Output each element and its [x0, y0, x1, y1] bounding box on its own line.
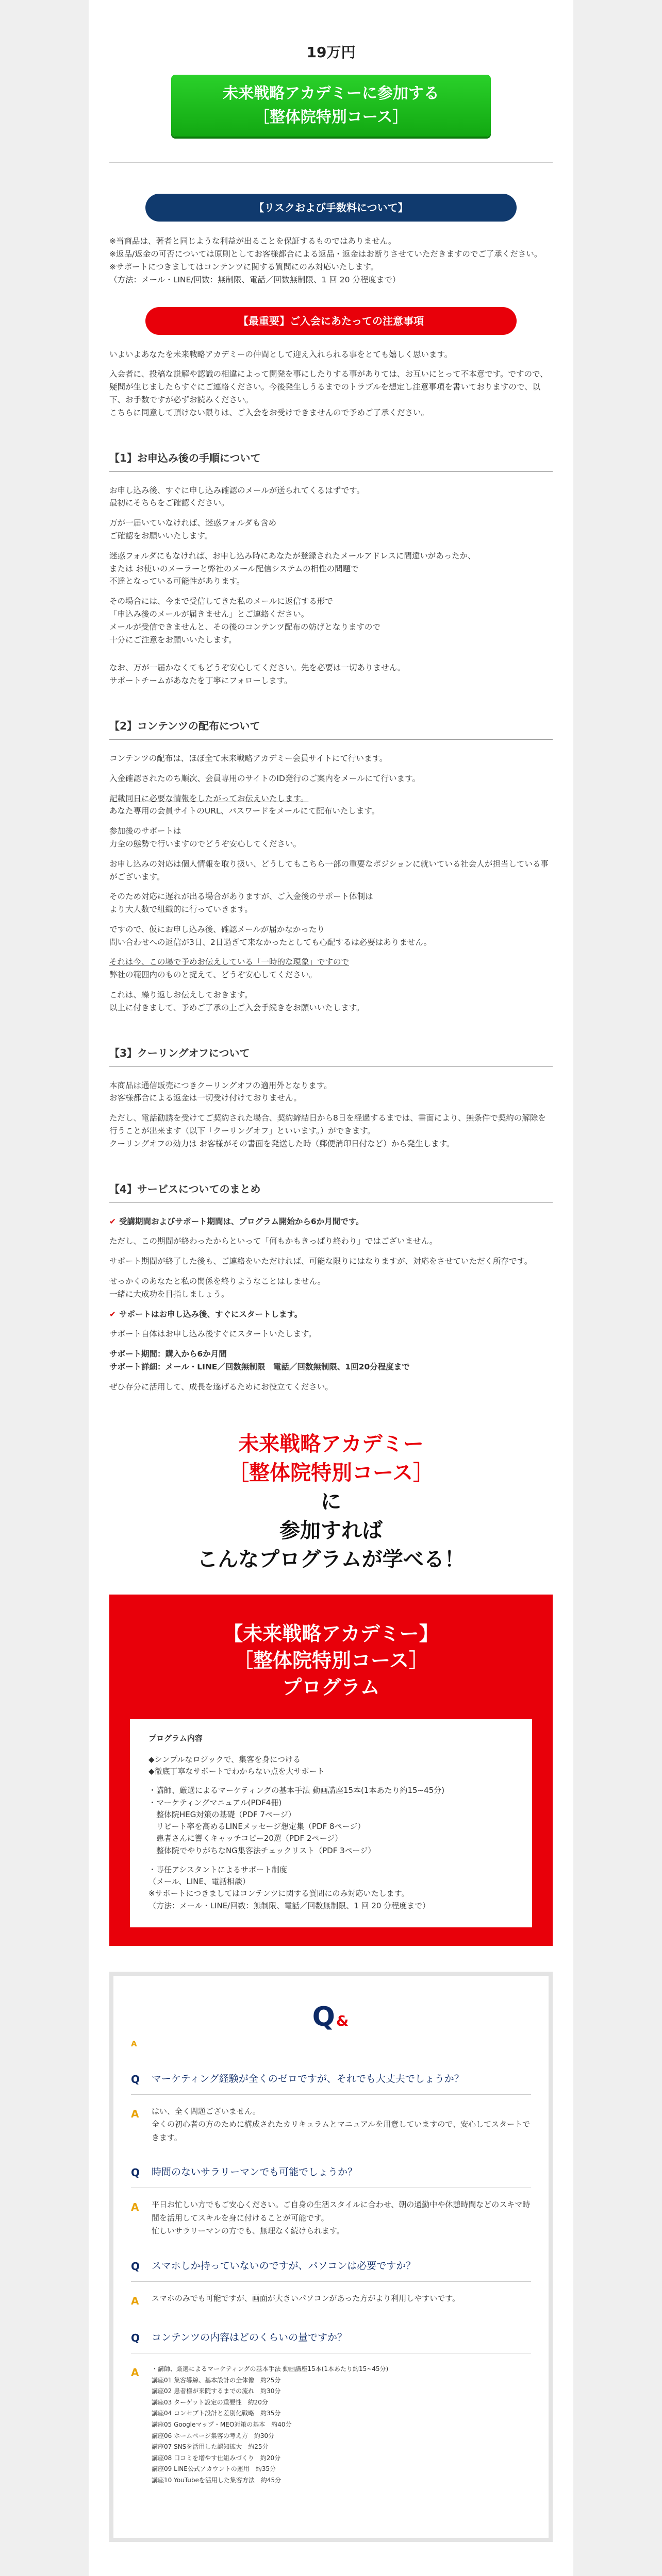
cta-line-2: ［整体院特別コース］ — [254, 108, 408, 127]
lecture-item: 講座07 SNSを活用した認知拡大 約25分 — [152, 2443, 269, 2451]
s4-para — [109, 1381, 553, 1394]
s1-para — [109, 484, 553, 510]
program-line — [148, 1857, 514, 1864]
answer-line: スマホのみでも可能ですが、画面が大きいパソコンがあった方がより利用しやすいです。 — [152, 2293, 460, 2303]
promo-line: 未来戦略アカデミー — [238, 1432, 424, 1456]
answer-line: はい、全く問題ございません。 — [152, 2106, 260, 2116]
lecture-item: 講座01 集客導線、基本設計の全体像 約25分 — [152, 2376, 281, 2384]
program-line: 整体院でやりがちなNG集客法チェックリスト（PDF 3ページ） — [148, 1845, 376, 1855]
program-line: 整体院HEG対策の基礎（PDF 7ページ） — [148, 1809, 296, 1819]
answer-line: 全くの初心者の方のために構成されたカリキュラムとマニュアルを用意していますので、安心してスタートできます。 — [152, 2120, 530, 2142]
s4-para — [109, 1235, 553, 1248]
check-text: サポートはお申し込み後、すぐにスタートします。 — [119, 1309, 303, 1319]
answer-mark: A — [131, 2294, 139, 2307]
s2-line: 記載同日に必要な情報をしたがってお伝えいたします。 — [109, 793, 309, 803]
program-label: プログラム内容 — [148, 1733, 203, 1743]
faq-title — [131, 1996, 531, 2051]
promo-line: に — [321, 1489, 341, 1514]
program-line: ◆徹底丁寧なサポートでわからない点を大サポート — [148, 1767, 325, 1776]
promo-line: ［整体院特別コース］ — [228, 1461, 434, 1485]
notice-line: 入会者に、投稿な説解や認識の相違によって開発を事にしたりする事がありては、お互いにとって不本意です。ですので、疑問が生じましたらすぐにご連絡ください。今後発生しうるまでのトラブルを想定し注意事項を書いておりますので、以下、お手数ですが必ずお読みください。 — [109, 369, 548, 404]
program-line: ◆シンプルなロジックで、集客を身につける — [148, 1754, 301, 1764]
risk-line: ※当商品は、著者と同じような利益が出ることを保証するものではありません。 — [109, 236, 396, 246]
s3-line: クーリングオフの効力は お客様がその書面を発送した時（郵便消印日付など）から発生します。 — [109, 1139, 455, 1148]
s1-line: 「申込み後のメールが届きません」とご連絡ください。 — [109, 609, 309, 619]
lecture-item: 講座04 コンセプト設計と差別化戦略 約35分 — [152, 2410, 281, 2417]
section-heading-cooling-off: 【3】クーリングオフについて — [109, 1045, 553, 1067]
s2-line: あなた専用の会員サイトのURL、パスワードをメールにて配布いたします。 — [109, 806, 380, 816]
s1-line: 万が一届いていなければ、迷惑フォルダも含め — [109, 518, 277, 528]
s3-para — [109, 1112, 553, 1150]
lecture-item: 講座08 口コミを増やす仕組みづくり 約20分 — [152, 2454, 281, 2462]
answer-line: 忙しいサラリーマンの方でも、無理なく続けられます。 — [152, 2226, 344, 2236]
notice-heading: 【最重要】ご入会にあたっての注意事項 — [145, 307, 517, 335]
program-line — [148, 1777, 514, 1785]
s2-line: お申し込みの対応は個人情報を取り扱い、どうしてもこちら一部の重要なポジションに就いている社会人が担当している事がございます。 — [109, 859, 549, 882]
faq-answer — [131, 2198, 531, 2238]
s2-line: 力全の態勢で行いますのでどうぞ安心してください。 — [109, 839, 302, 849]
lecture-item: 講座06 ホームページ集客の考え方 約30分 — [152, 2432, 275, 2439]
s4-line: 一緒に大成功を目指しましょう。 — [109, 1289, 229, 1299]
notice-text-1 — [109, 348, 553, 361]
s3-line: 本商品は通信販売につきクーリングオフの適用外となります。 — [109, 1080, 332, 1090]
s2-para — [109, 923, 553, 949]
s4-line: せっかくのあなたと私の関係を終りようなことはしません。 — [109, 1277, 326, 1286]
answer-mark: A — [131, 2366, 139, 2379]
program-line: （メール、LINE、電話相談） — [148, 1877, 250, 1887]
s3-line: ただし、電話勧誘を受けてご契約された場合、契約締結日から8日を経過するまでは、書面により、無条件で契約の解除を行うことが出来ます（以下「クーリングオフ」といいます。）ができます。 — [109, 1113, 546, 1136]
support-start-check — [109, 1308, 553, 1321]
faq-question — [131, 2330, 531, 2353]
s2-line: そのため対応に遅れが出る場合がありますが、ご入金後のサポート体制は — [109, 892, 373, 902]
check-icon: ✔ — [109, 1216, 116, 1226]
s2-line: 参加後のサポートは — [109, 826, 181, 836]
faq-item — [131, 2259, 531, 2310]
s2-para — [109, 956, 553, 981]
question-mark: Q — [131, 2073, 140, 2086]
program-line: ・マーケティングマニュアル(PDF4冊) — [148, 1798, 282, 1807]
s2-line: それは今、この場で予めお伝えしている「一時的な現象」ですので — [109, 957, 350, 967]
faq-question — [131, 2259, 531, 2282]
s4-line: サポート期間が終了した後も、ご連絡をいただければ、可能な限りにはなりますが、対応をさせていただく所存です。 — [109, 1257, 533, 1266]
risk-line: （方法：メール・LINE/回数：無制限、電話／回数無制限、1 回 20 分程度まで） — [109, 275, 401, 284]
program-box — [109, 1595, 553, 1946]
program-content — [130, 1719, 532, 1927]
s2-para — [109, 752, 553, 765]
faq-question — [131, 2072, 531, 2095]
risk-line: ※サポートにつきましてはコンテンツに関する質問にのみ対応いたします。 — [109, 262, 379, 272]
faq-answer — [131, 2364, 531, 2486]
landing-page — [89, 0, 573, 2576]
s1-line: サポートチームがあなたを丁寧にフォローします。 — [109, 676, 292, 686]
s2-line: これは、繰り返しお伝えしておきます。 — [109, 990, 253, 1000]
program-title-line: 【未来戦略アカデミー】 — [223, 1622, 439, 1645]
question-text: マーケティング経験が全くのゼロですが、それでも大丈夫でしょうか？ — [152, 2073, 464, 2084]
risk-heading: 【リスクおよび手数料について】 — [145, 194, 517, 222]
answer-line: ・講師、厳選によるマーケティングの基本手法 動画講座15本(1本あたり約15~45分) — [152, 2365, 389, 2372]
program-title — [130, 1620, 532, 1701]
s2-line: より大人数で組織的に行っていきます。 — [109, 905, 253, 914]
s2-para — [109, 858, 553, 884]
faq-title-amp: & — [336, 2012, 349, 2029]
s2-line: コンテンツの配布は、ほぼ全て未来戦略アカデミー会員サイトにて行います。 — [109, 753, 388, 763]
program-title-line: ［整体院特別コース］ — [233, 1649, 429, 1672]
s1-para — [109, 662, 553, 687]
faq-question — [131, 2165, 531, 2188]
notice-text-2 — [109, 368, 553, 419]
s1-para — [109, 550, 553, 588]
support-details — [109, 1348, 553, 1374]
question-text: 時間のないサラリーマンでも可能でしょうか？ — [152, 2166, 358, 2178]
s1-line: お申し込み後、すぐに申し込み確認のメールが送られてくるはずです。 — [109, 485, 365, 495]
s4-para — [109, 1255, 553, 1268]
s4-line: ただし、この期間が終わったからといって「何もかもきっぱり終わり」ではございません。 — [109, 1236, 438, 1246]
risk-text — [109, 235, 553, 286]
faq-answer — [131, 2105, 531, 2145]
s2-para — [109, 890, 553, 916]
s2-line: 弊社の範囲内のものと捉えて、どうぞ安心してください。 — [109, 970, 317, 980]
s2-line: 以上に付きまして、予めご了承の上ご入会手続きをお願いいたします。 — [109, 1003, 365, 1012]
s1-line: または お使いのメーラーと弊社のメール配信システムの相性の問題で — [109, 564, 359, 573]
s4-line: サポート自体はお申し込み後すぐにスタートいたします。 — [109, 1329, 317, 1339]
promo-headline — [109, 1430, 553, 1574]
program-line: リピート率を高めるLINEメッセージ想定集（PDF 8ページ） — [148, 1822, 366, 1832]
check-text: 受講期間およびサポート期間は、プログラム開始から6か月間です。 — [119, 1216, 364, 1226]
answer-line: 平日お忙しい方でもご安心ください。ご自身の生活スタイルに合わせ、朝の通勤中や休憩時間などのスキマ時間を活用してスキルを身に付けることが可能です。 — [152, 2200, 531, 2223]
check-icon: ✔ — [109, 1309, 116, 1319]
answer-mark: A — [131, 2201, 139, 2214]
s4-para — [109, 1275, 553, 1301]
s1-line: その場合には、今まで受信してきた私のメールに返信する形で — [109, 597, 333, 606]
lecture-item: 講座09 LINE公式アカウントの運用 約35分 — [152, 2465, 276, 2473]
s3-para — [109, 1079, 553, 1105]
faq-section — [109, 1972, 553, 2542]
lecture-item: 講座03 ターゲット設定の重要性 約20分 — [152, 2398, 268, 2406]
s2-line: 入金確認されたのち順次、会員専用のサイトのID発行のご案内をメールにて行います。 — [109, 773, 420, 783]
lecture-item: 講座10 YouTubeを活用した集客方法 約45分 — [152, 2476, 282, 2484]
notice-line: こちらに同意して頂けない限りは、ご入会をお受けできませんので予めご了承ください。 — [109, 408, 429, 417]
program-line: ※サポートにつきましてはコンテンツに関する質問にのみ対応いたします。 — [148, 1889, 409, 1899]
program-line: ・講師、厳選によるマーケティングの基本手法 動画講座15本(1本あたり約15~45分) — [148, 1786, 445, 1795]
support-detail-text: サポート詳細：メール・LINE／回数無制限 電話／回数無制限、1回20分程度まで — [109, 1362, 410, 1372]
s1-line: 迷惑フォルダにもなければ、お申し込み時にあなたが登録されたメールアドレスに間違いがあったか、 — [109, 551, 476, 561]
s4-line: ぜひ存分に活用して、成長を遂げるためにお役立てください。 — [109, 1382, 333, 1392]
section-heading-content-delivery: 【2】コンテンツの配布について — [109, 718, 553, 740]
question-mark: Q — [131, 2166, 140, 2179]
support-period-text: サポート期間：購入から6か月間 — [109, 1349, 227, 1359]
s2-line: 問い合わせへの返信が3日、2日過ぎて来なかったとしても心配するは必要はありません。 — [109, 937, 432, 947]
program-line: ・専任アシスタントによるサポート制度 — [148, 1865, 287, 1874]
support-period-check — [109, 1215, 553, 1228]
s2-para — [109, 792, 553, 818]
s2-para — [109, 772, 553, 785]
program-title-line: プログラム — [282, 1675, 380, 1699]
promo-line: 参加すれば — [279, 1518, 383, 1543]
promo-line: こんなプログラムが学べる！ — [197, 1547, 465, 1571]
section-heading-service-summary: 【4】サービスについてのまとめ — [109, 1181, 553, 1203]
s1-line: 十分にご注意をお願いいたします。 — [109, 635, 237, 645]
join-cta-button[interactable] — [171, 75, 491, 137]
faq-answer — [131, 2292, 531, 2310]
risk-line: ※返品/返金の可否については原則としてお客様都合による返品・返金はお断りさせていただきますのでご了承ください。 — [109, 249, 542, 259]
faq-item — [131, 2165, 531, 2238]
program-line: 患者さんに響くキャッチコピー20選（PDF 2ページ） — [148, 1834, 343, 1843]
s4-para — [109, 1328, 553, 1341]
cta-line-1: 未来戦略アカデミーに参加する — [223, 84, 439, 103]
s1-line: なお、万が一届かなくてもどうぞ安心してください。先を必要は一切ありません。 — [109, 663, 406, 673]
s2-para — [109, 825, 553, 851]
s1-para — [109, 517, 553, 543]
question-text: コンテンツの内容はどのくらいの量ですか？ — [152, 2331, 347, 2343]
s2-line: ですので、仮にお申し込み後、確認メールが届かなかったり — [109, 924, 325, 934]
program-line: （方法：メール・LINE/回数：無制限、電話／回数無制限、1 回 20 分程度まで） — [148, 1901, 431, 1910]
notice-line: いよいよあなたを未来戦略アカデミーの仲間として迎え入れられる事をとても嬉しく思います。 — [109, 349, 453, 359]
faq-item — [131, 2330, 531, 2486]
price: 19万円 — [306, 44, 356, 61]
lecture-item: 講座02 患者様が来院するまでの流れ 約30分 — [152, 2387, 281, 2395]
s3-line: お客様都合による返金は一切受け付けておりません。 — [109, 1093, 302, 1103]
question-mark: Q — [131, 2260, 140, 2273]
s1-line: メールが受信できませんと、その後のコンテンツ配布の妨げとなりますので — [109, 622, 380, 632]
s1-line: ご確認をお願いいたします。 — [109, 531, 213, 540]
s1-para — [109, 595, 553, 646]
lecture-item: 講座05 Googleマップ・MEO対策の基本 約40分 — [152, 2420, 292, 2428]
faq-title-a: A — [131, 2039, 137, 2049]
answer-mark: A — [131, 2107, 139, 2120]
question-text: スマホしか持っていないのですが、パソコンは必要ですか？ — [152, 2260, 416, 2272]
divider — [109, 162, 553, 163]
question-mark: Q — [131, 2331, 140, 2344]
s1-line: 不達となっている可能性があります。 — [109, 577, 245, 586]
section-heading-procedure: 【1】お申込み後の手順について — [109, 450, 553, 472]
s2-para — [109, 989, 553, 1014]
s1-line: 最初にそちらをご確認ください。 — [109, 498, 229, 508]
faq-item — [131, 2072, 531, 2145]
faq-title-q: Q — [312, 2001, 335, 2032]
